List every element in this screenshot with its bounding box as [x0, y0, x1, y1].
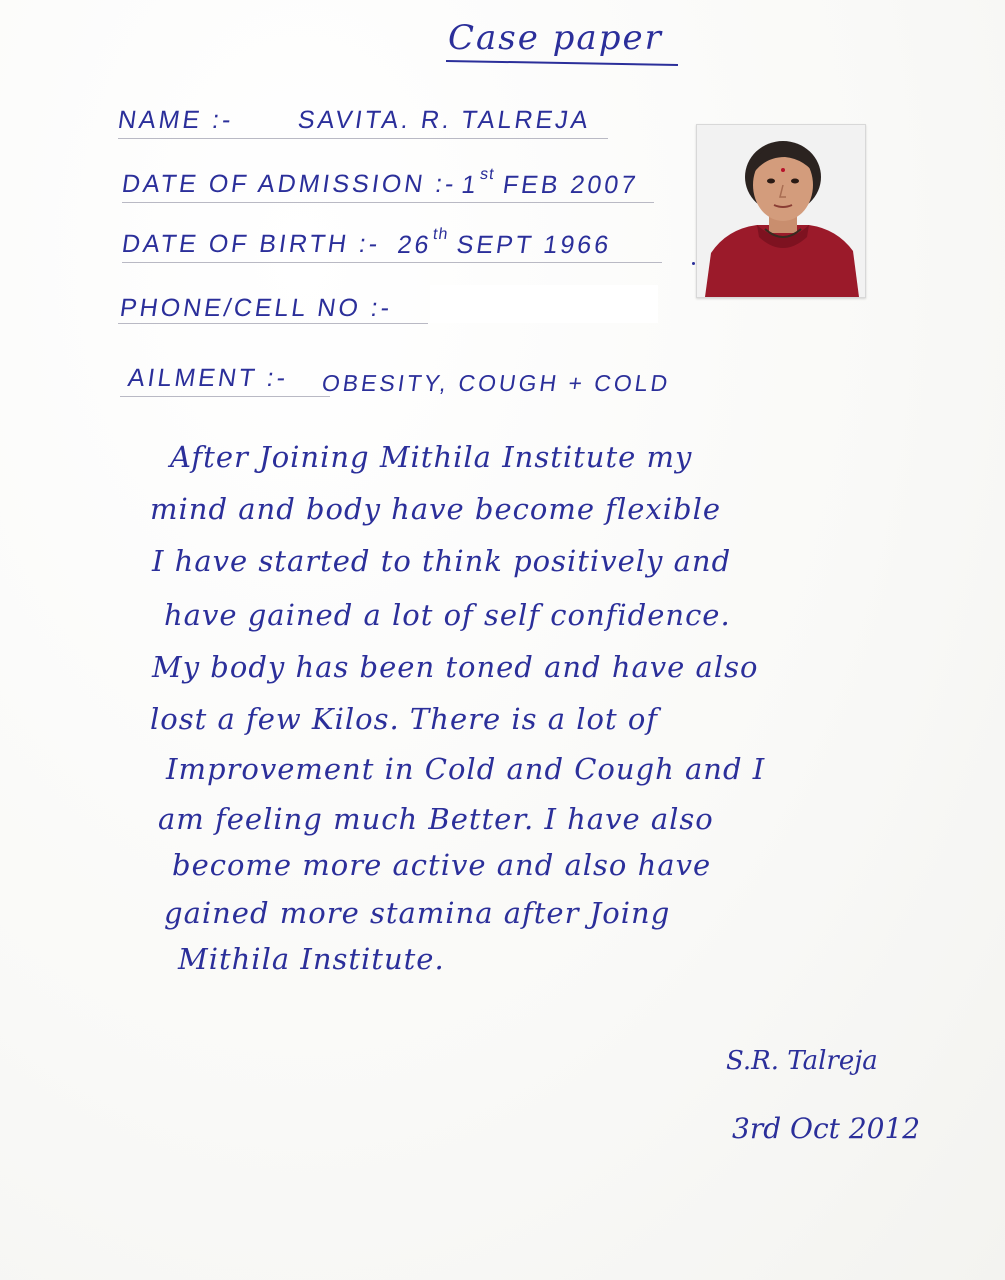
body-line-8: am feeling much Better. I have also [158, 802, 714, 836]
body-line-10: gained more stamina after Joing [164, 896, 671, 930]
phone-redaction [430, 285, 658, 323]
body-line-11: Mithila Institute. [178, 942, 445, 976]
phone-rule [118, 323, 428, 324]
ink-dot [692, 262, 695, 265]
birth-rule [122, 262, 662, 263]
body-line-1: After Joining Mithila Institute my [170, 440, 693, 474]
ailment-value: OBESITY, COUGH + COLD [320, 370, 673, 396]
birth-month-year: SEPT 1966 [454, 231, 614, 259]
body-line-3: I have started to think positively and [152, 544, 732, 578]
body-line-9: become more active and also have [172, 848, 712, 882]
portrait-photo [696, 124, 866, 298]
body-line-6: lost a few Kilos. There is a lot of [150, 702, 659, 736]
ailment-rule [120, 396, 330, 397]
ailment-label: AILMENT :- [126, 364, 291, 392]
signature: S.R. Talreja [726, 1046, 878, 1076]
name-rule [118, 138, 608, 139]
name-value: SAVITA. R. TALREJA [296, 106, 593, 134]
body-line-5: My body has been toned and have also [152, 650, 759, 684]
admission-label: DATE OF ADMISSION :- [120, 170, 459, 198]
birth-day: 26 [395, 231, 434, 259]
title-underline [446, 60, 678, 66]
admission-value [460, 166, 641, 200]
signature-date: 3rd Oct 2012 [732, 1112, 921, 1145]
page-title: Case paper [448, 18, 663, 58]
birth-label: DATE OF BIRTH :- [120, 230, 383, 258]
birth-suffix: th [431, 226, 450, 243]
name-label: NAME :- [116, 106, 236, 134]
body-line-4: have gained a lot of self confidence. [164, 598, 731, 632]
body-line-7: Improvement in Cold and Cough and I [166, 752, 766, 786]
admission-month-year: FEB 2007 [501, 171, 641, 199]
admission-suffix: st [478, 166, 496, 183]
phone-label: PHONE/CELL NO :- [118, 294, 395, 322]
birth-value [396, 226, 614, 260]
admission-day: 1 [459, 171, 481, 199]
admission-rule [122, 202, 654, 203]
body-line-2: mind and body have become flexible [150, 492, 722, 526]
